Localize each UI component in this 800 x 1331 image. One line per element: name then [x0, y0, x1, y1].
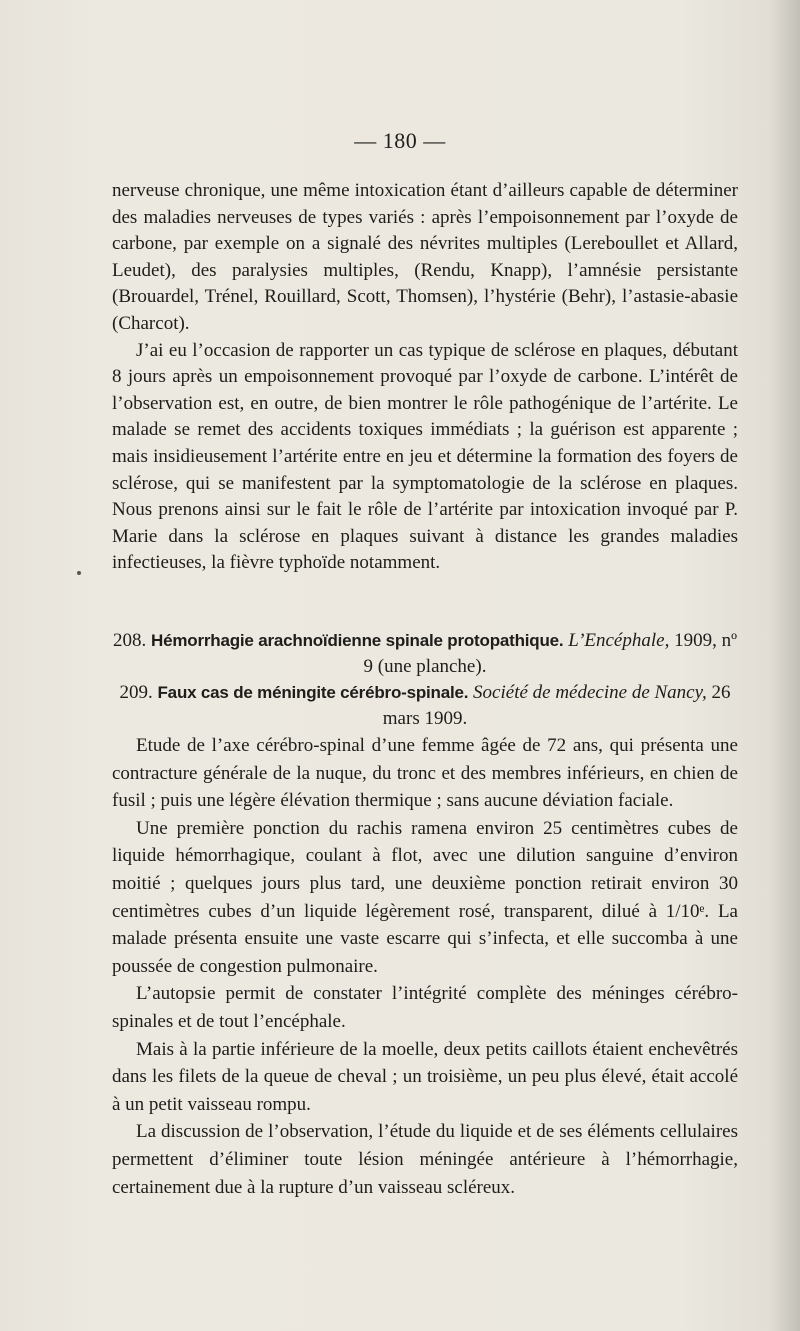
entry-journal: L’Encéphale, — [568, 630, 670, 651]
page-gutter-shadow — [770, 0, 800, 1331]
bibliography-entry-208 — [112, 628, 738, 680]
intro-paragraph-1: nerveuse chronique, une même intoxication étant d’ailleurs capable de déterminer des maladies nerveuses de types variés : après l’empoisonnement par l’oxyde de carbone, par exemple on a signalé des névrites multiples (Lereboullet et Allard, Leudet), des paralysies multiples, (Rendu, Knapp), l’amnésie persistante (Brouardel, Trénel, Rouillard, Scott, Thomsen), l’hystérie (Behr), l’astasie-abasie (Charcot). — [112, 180, 738, 334]
entry-title: Hémorrhagie arachnoïdienne spinale protopathique. — [151, 631, 564, 650]
page-number: — 180 — — [354, 128, 446, 153]
intro-text — [112, 178, 738, 577]
body-paragraph-2: Une première ponction du rachis ramena environ 25 centimètres cubes de liquide hémorrhagique, coulant à flot, avec une dilution sanguine d’environ moitié ; quelques jours plus tard, une deuxième ponction retirait environ 30 centimètres cubes d’un liquide légèrement rosé, transparent, dilué à 1/10ᵉ. La malade présenta ensuite une vaste escarre qui s’infecta, et elle succomba à une poussée de congestion pulmonaire. — [112, 817, 738, 977]
entry-number: 208. — [113, 630, 147, 651]
case-description — [112, 732, 738, 1201]
margin-mark — [77, 571, 81, 575]
bibliography-entry-209 — [112, 680, 738, 732]
intro-paragraph-2: J’ai eu l’occasion de rapporter un cas typique de sclérose en plaques, débutant 8 jours après un empoisonnement provoqué par l’oxyde de carbone. L’intérêt de l’observation est, en outre, de bien montrer le rôle pathogénique de l’artérite. Le malade se remet des accidents toxiques immédiats ; la guérison est apparente ; mais insidieusement l’artérite entre en jeu et détermine la formation des foyers de sclérose, qui se manifestent par la symptomatologie de la sclérose en plaques. Nous prenons ainsi sur le fait le rôle de l’artérite par intoxication invoqué par P. Marie dans la sclérose en plaques suivant à distance les grandes maladies infectieuses, la fièvre typhoïde notamment. — [112, 339, 738, 574]
body-paragraph-5: La discussion de l’observation, l’étude du liquide et de ses éléments cellulaires permettent d’éliminer toute lésion méningée antérieure à l’hémorrhagie, certainement due à la rupture d’un vaisseau scléreux. — [112, 1121, 738, 1198]
entry-number: 209. — [119, 682, 153, 703]
entry-details: 1909, nº 9 (une planche). — [363, 630, 737, 677]
body-paragraph-4: Mais à la partie inférieure de la moelle, deux petits caillots étaient enchevêtrés dans les filets de la queue de cheval ; un troisième, un peu plus élevé, était accolé à un petit vaisseau rompu. — [112, 1038, 738, 1115]
body-paragraph-3: L’autopsie permit de constater l’intégrité complète des méninges cérébro-spinales et de tout l’encéphale. — [112, 983, 738, 1032]
entry-title: Faux cas de méningite cérébro-spinale. — [157, 683, 469, 702]
entry-journal: Société de médecine de Nancy, — [473, 682, 707, 703]
entry-details: 26 mars 1909. — [382, 682, 731, 729]
body-paragraph-1: Etude de l’axe cérébro-spinal d’une femme âgée de 72 ans, qui présenta une contracture générale de la nuque, du tronc et des membres inférieurs, en chien de fusil ; puis une légère élévation thermique ; sans aucune déviation faciale. — [112, 735, 738, 812]
